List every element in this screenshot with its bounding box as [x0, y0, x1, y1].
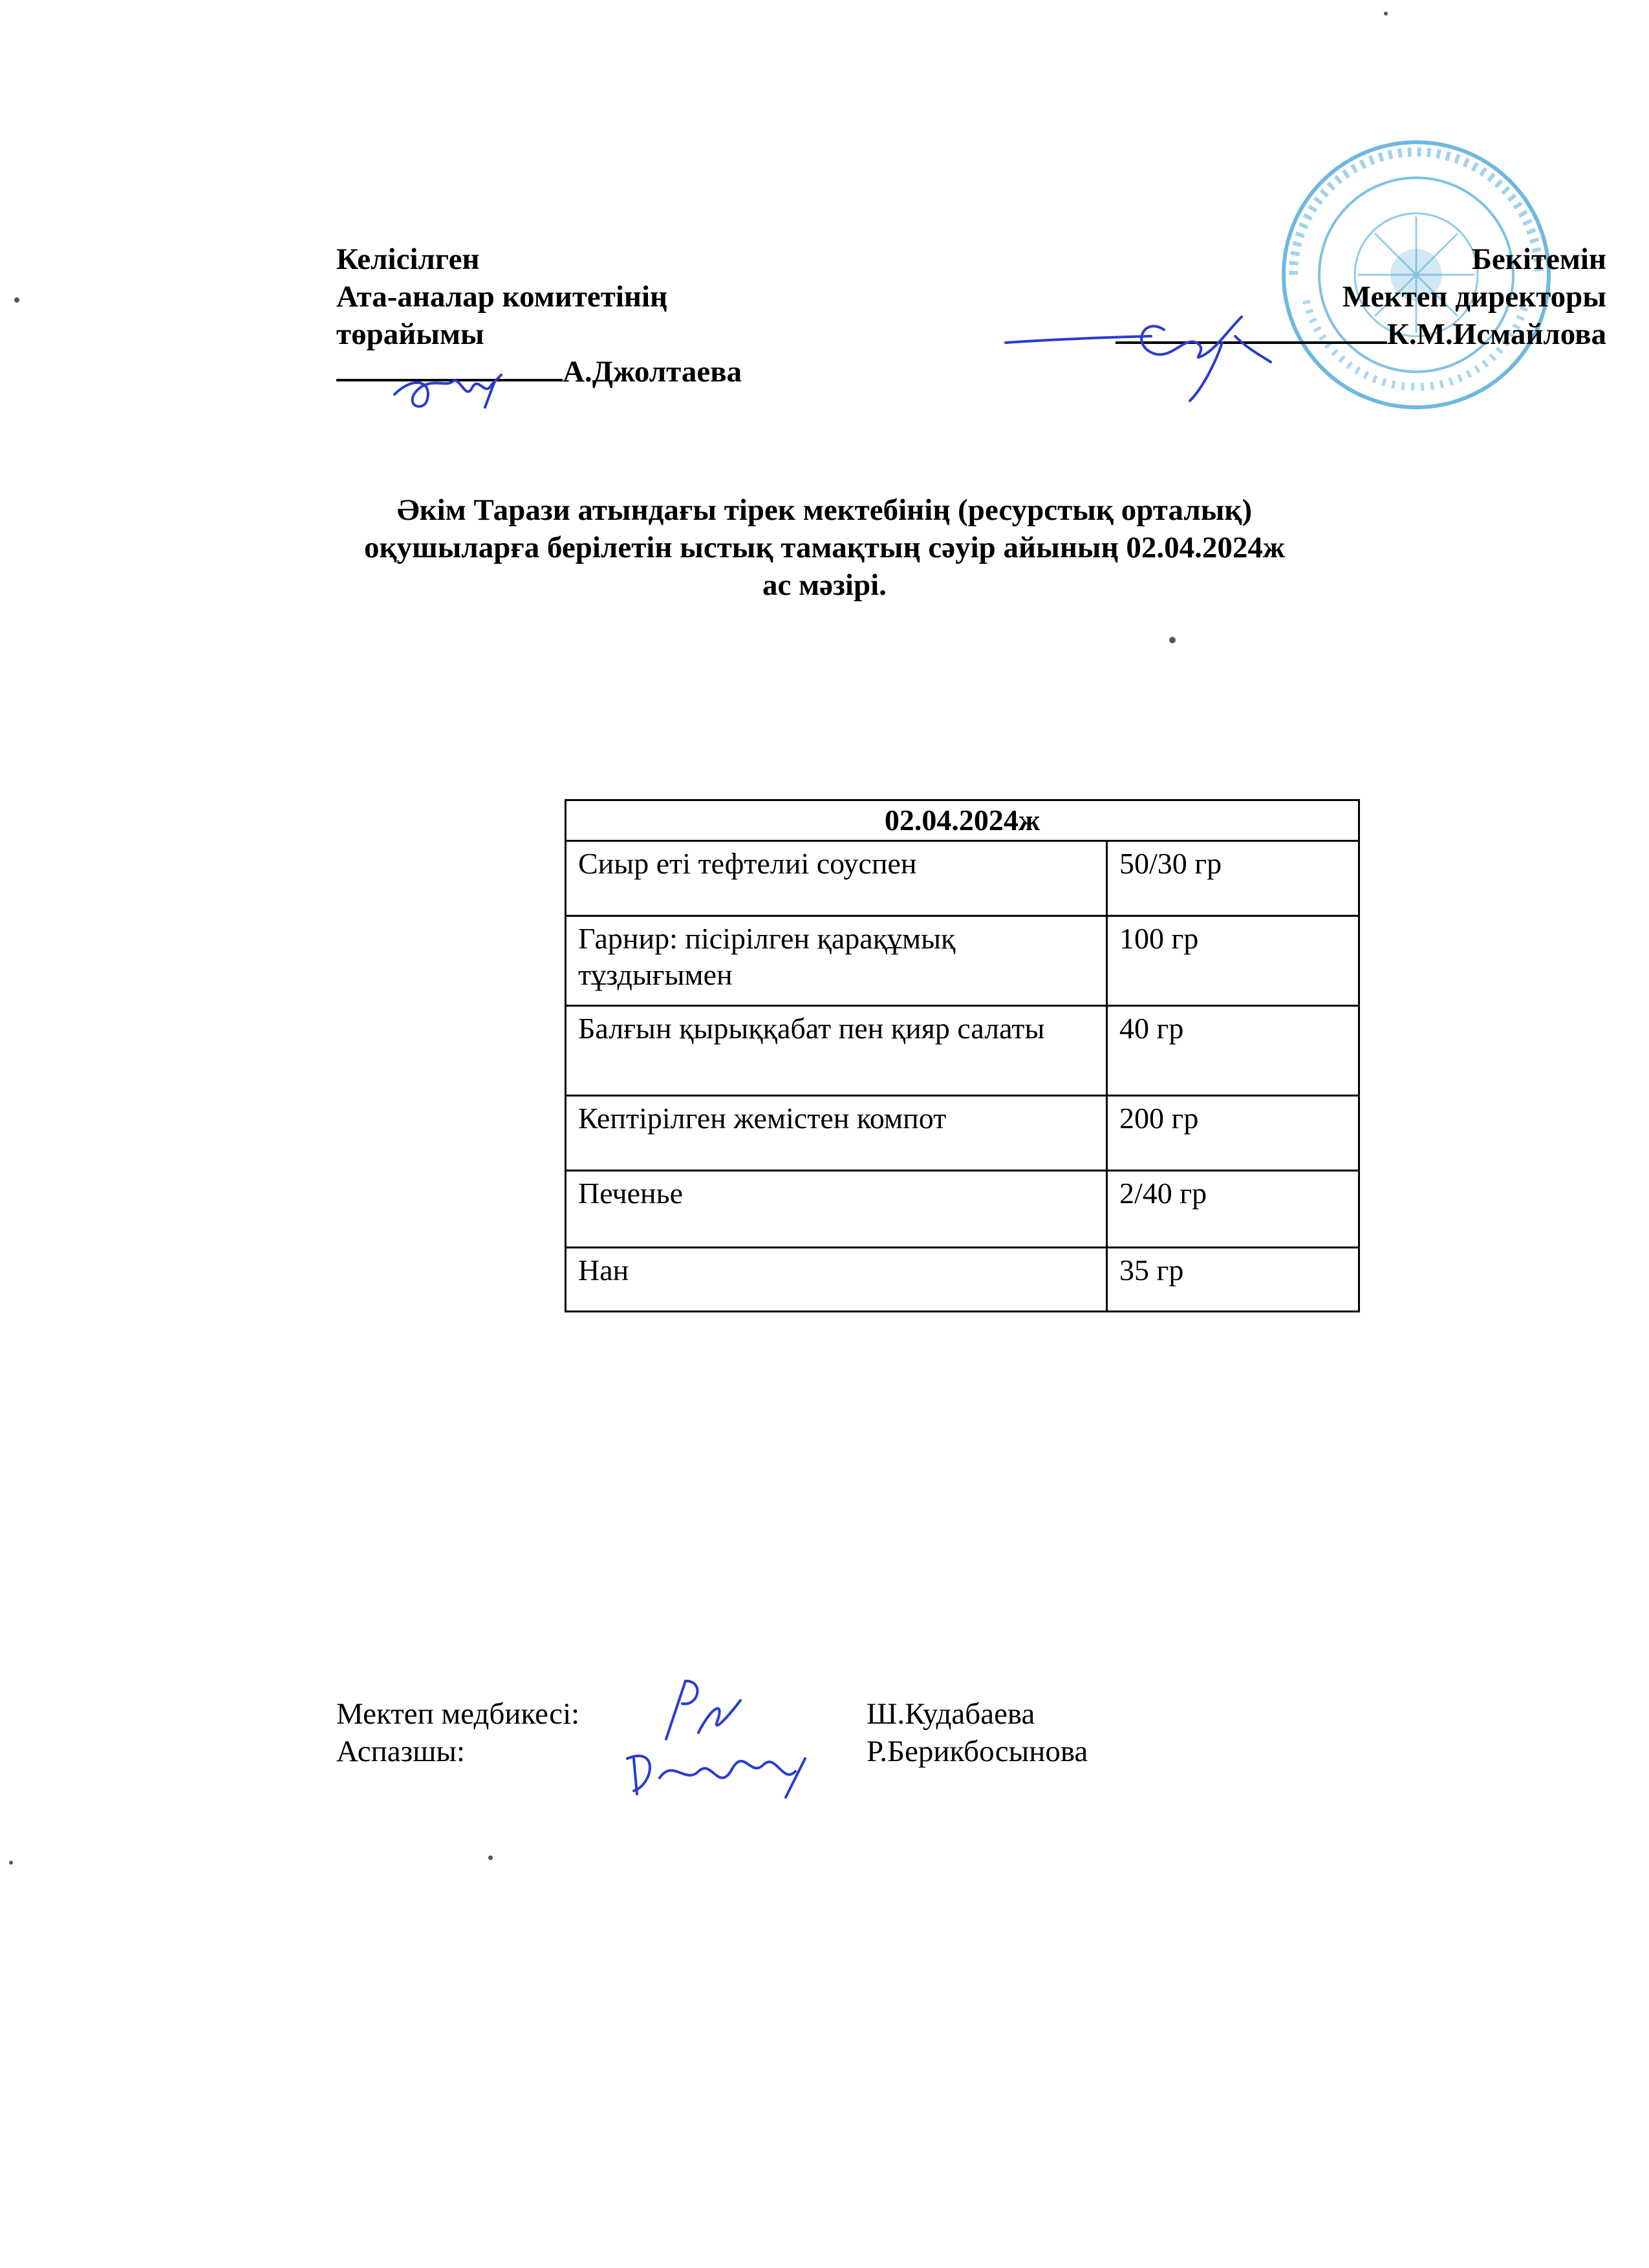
table-row: [566, 1096, 1359, 1171]
table-row: [566, 1171, 1359, 1248]
scan-speck: [14, 297, 19, 303]
dish-cell: Кептірілген жемістен компот: [566, 1096, 1107, 1171]
table-row: [566, 916, 1359, 1006]
cook-name: Р.Берикбосынова: [867, 1735, 1088, 1768]
title-line1: Әкім Тарази атындағы тірек мектебінің (ресурстық орталық): [396, 493, 1253, 527]
portion-cell: 2/40 гр: [1107, 1171, 1359, 1248]
dish-cell: Сиыр еті тефтелиі соуспен: [566, 841, 1107, 916]
nurse-name: Ш.Кудабаева: [867, 1697, 1035, 1731]
menu-table: [565, 799, 1360, 1312]
dish-cell: Печенье: [566, 1171, 1107, 1248]
dish-cell: Гарнир: пісірілген қарақұмық тұздығымен: [566, 916, 1107, 1006]
approval-right-line2: Мектеп директоры: [1342, 280, 1606, 314]
dish-cell: Балғын қырыққабат пен қияр салаты: [566, 1006, 1107, 1096]
approval-right-line1: Бекітемін: [1471, 242, 1606, 276]
handwritten-signature-cook: [621, 1733, 815, 1804]
title-line2: оқушыларға берілетін ыстық тамақтың сәуір айының 02.04.2024ж: [363, 531, 1286, 564]
portion-cell: 50/30 гр: [1107, 841, 1359, 916]
table-row: [566, 841, 1359, 916]
approval-right-signer: К.М.Исмайлова: [1386, 317, 1606, 351]
approval-left-line3: төрайымы: [336, 317, 484, 351]
scan-speck: [1169, 637, 1176, 643]
portion-cell: 40 гр: [1107, 1006, 1359, 1096]
handwritten-signature-right: [1002, 304, 1274, 407]
dish-cell: Нан: [566, 1248, 1107, 1312]
approval-left-line1: Келісілген: [336, 242, 480, 276]
approval-left-signer: А.Джолтаева: [563, 355, 742, 389]
menu-header-row: [566, 800, 1359, 841]
handwritten-signature-left: [388, 362, 530, 420]
document-title: [0, 491, 1649, 604]
scan-speck: [1384, 12, 1388, 16]
approval-left-line2: Ата-аналар комитетінің: [336, 280, 668, 314]
title-line3: ас мәзірі.: [762, 568, 887, 602]
table-row: [566, 1248, 1359, 1312]
portion-cell: 200 гр: [1107, 1096, 1359, 1171]
nurse-label: Мектеп медбикесі:: [336, 1697, 580, 1731]
scan-speck: [488, 1856, 493, 1860]
portion-cell: 35 гр: [1107, 1248, 1359, 1312]
cook-label: Аспазшы:: [336, 1735, 466, 1768]
scan-speck: [9, 1861, 13, 1865]
portion-cell: 100 гр: [1107, 916, 1359, 1006]
table-row: [566, 1006, 1359, 1096]
menu-date-header: 02.04.2024ж: [566, 800, 1359, 841]
